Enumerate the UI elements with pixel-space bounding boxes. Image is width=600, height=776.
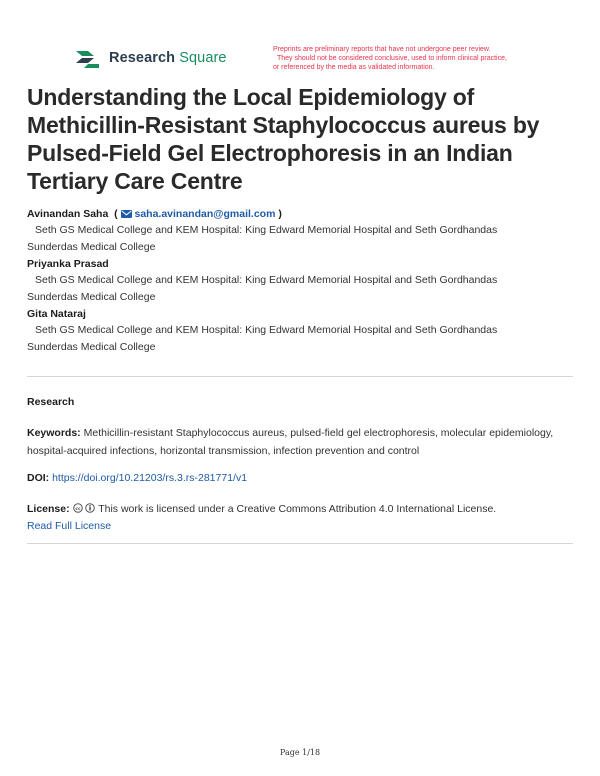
preprint-disclaimer (273, 45, 543, 72)
disclaimer-line: Preprints are preliminary reports that have not undergone peer review. (273, 46, 491, 53)
keywords-label: Keywords: (27, 427, 81, 439)
doi-link[interactable]: https://doi.org/10.21203/rs.3.rs-281771/v1 (52, 472, 248, 484)
paper-title: Understanding the Local Epidemiology of Methicillin-Resistant Staphylococcus aureus by Pulsed-Field Gel Electrophoresis in an Indian Tertiary Care Centre (27, 84, 540, 194)
article-type: Research (27, 396, 75, 408)
research-square-logo[interactable] (74, 47, 227, 69)
author-affiliation: Seth GS Medical College and KEM Hospital: King Edward Memorial Hospital and Seth Gordhandas Sunderdas Medical College (27, 274, 498, 303)
keywords-text: Methicillin-resistant Staphylococcus aureus, pulsed-field gel electrophoresis, molecular epidemiology, hospital-acquired infections, horizontal transmission, infection prevention and control (27, 427, 554, 457)
mail-icon (121, 210, 132, 218)
author-name: Priyanka Prasad (27, 258, 109, 270)
disclaimer-line: They should not be considered conclusive, used to inform clinical practice, (277, 55, 507, 62)
author-entry (27, 256, 575, 306)
keywords-block (27, 424, 573, 460)
author-entry (27, 306, 575, 356)
svg-text:cc: cc (74, 507, 81, 512)
doi-block (27, 472, 247, 484)
license-block (27, 501, 573, 535)
read-full-license-link[interactable]: Read Full License (27, 520, 112, 532)
creative-commons-icon (73, 503, 83, 513)
logo-text: Research Square (109, 50, 227, 66)
author-entry (27, 206, 575, 256)
author-affiliation: Seth GS Medical College and KEM Hospital: King Edward Memorial Hospital and Seth Gordhandas Sunderdas Medical College (27, 224, 498, 253)
author-name: Gita Nataraj (27, 308, 86, 320)
author-name: Avinandan Saha ( saha.avinandan@gmail.com ) (27, 208, 282, 220)
author-list (27, 206, 575, 356)
license-label: License: (27, 503, 70, 515)
doi-label: DOI: (27, 472, 50, 484)
section-divider (27, 376, 573, 377)
research-square-logo-icon (74, 47, 101, 69)
license-text: This work is licensed under a Creative Commons Attribution 4.0 International License. (98, 503, 497, 515)
disclaimer-line: or referenced by the media as validated information. (273, 64, 435, 71)
section-divider (27, 543, 573, 544)
author-affiliation: Seth GS Medical College and KEM Hospital: King Edward Memorial Hospital and Seth Gordhandas Sunderdas Medical College (27, 324, 498, 353)
attribution-icon (85, 503, 95, 513)
page-number: Page 1/18 (279, 748, 321, 757)
author-email-link[interactable]: saha.avinandan@gmail.com (121, 208, 279, 220)
